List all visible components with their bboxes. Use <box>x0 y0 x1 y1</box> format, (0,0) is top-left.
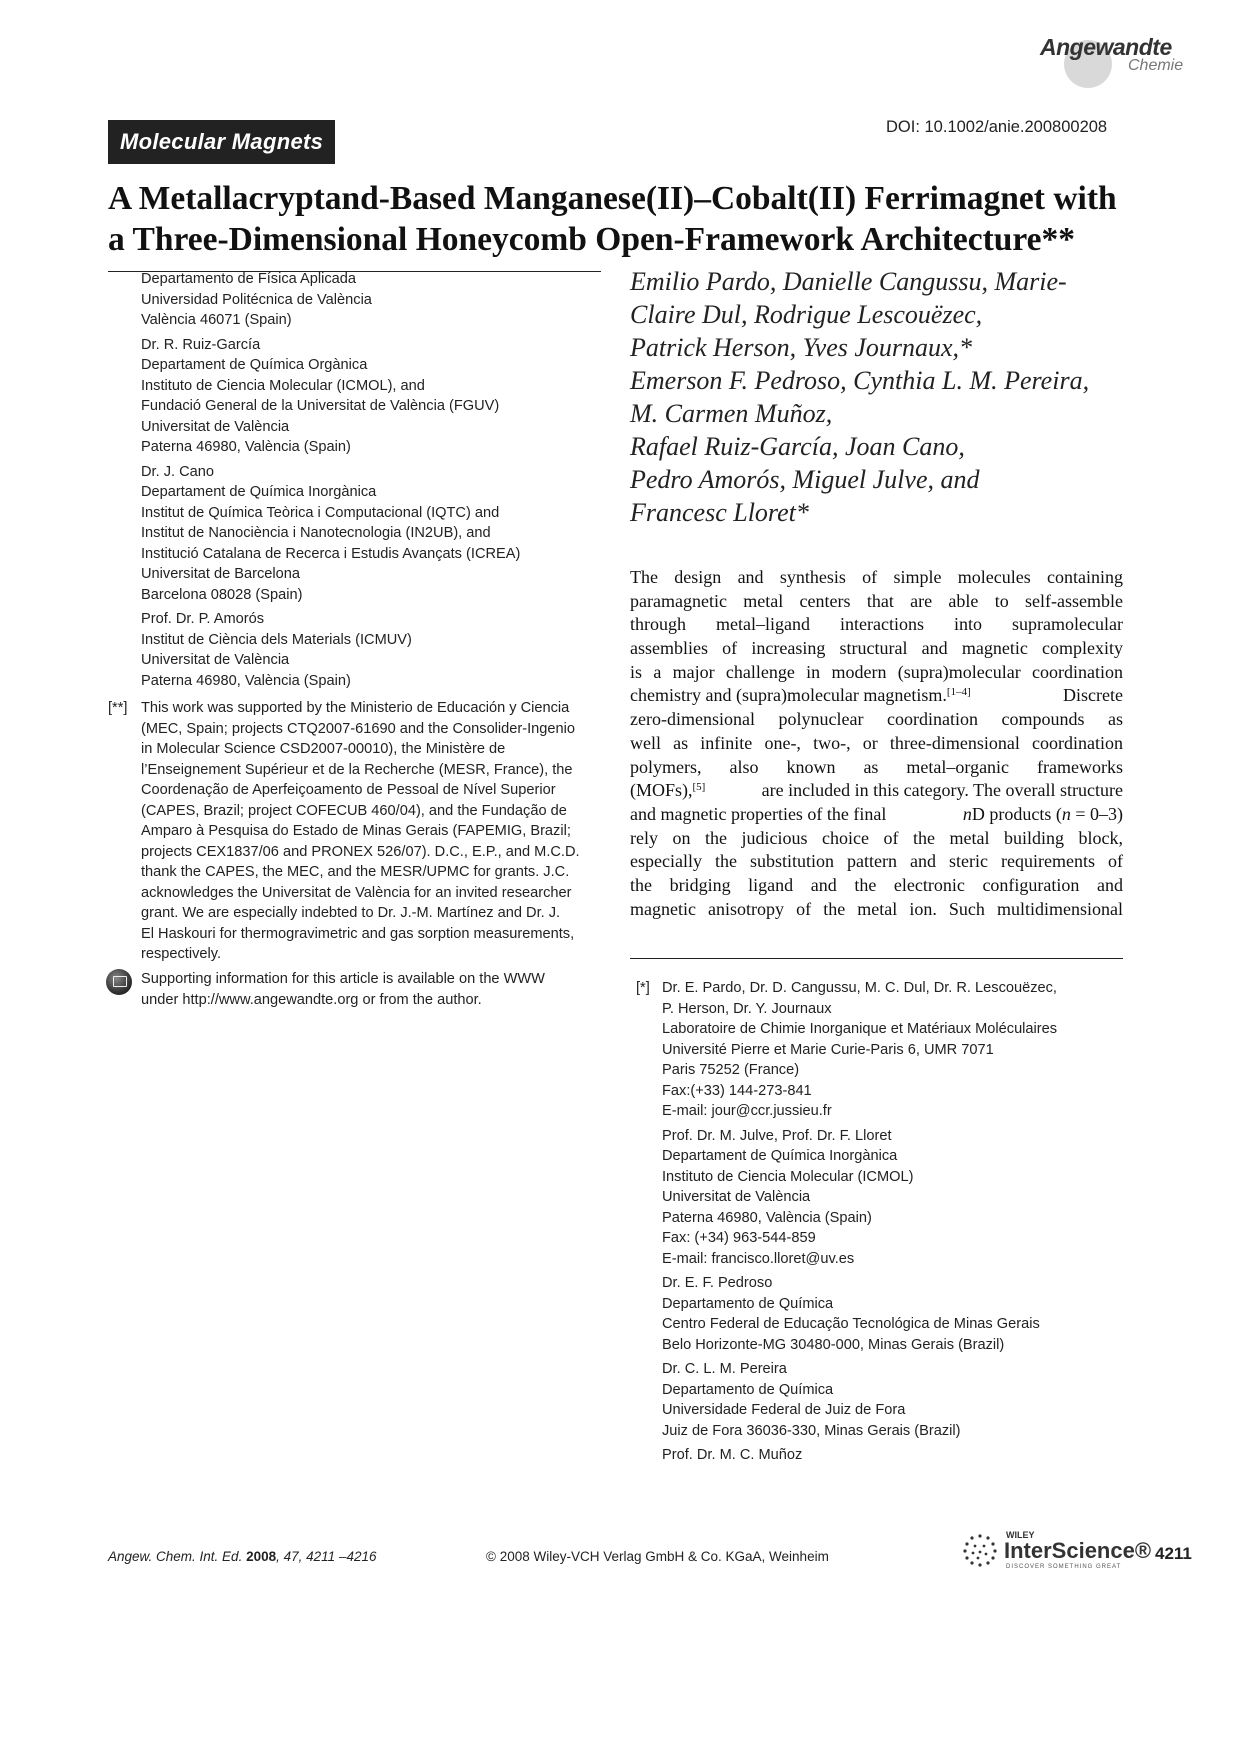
affiliations-right <box>662 978 1132 1470</box>
journal-logo-main: Angewandte <box>1040 34 1172 60</box>
funding-line: acknowledges the Universitat de València for an invited researcher <box>141 884 572 901</box>
author-line: Patrick Herson, Yves Journaux,* <box>630 333 973 362</box>
funding-line: projects CEX1837/06 and PRONEX 526/07). D.C., E.P., and M.C.D. <box>141 843 580 860</box>
footer-copyright: © 2008 Wiley-VCH Verlag GmbH & Co. KGaA, Weinheim <box>486 1549 829 1564</box>
affiliation-line: Barcelona 08028 (Spain) <box>141 586 303 603</box>
supporting-info <box>141 969 545 1010</box>
affiliation-block <box>141 609 611 691</box>
body-text-span: are included in this category. The overall structure <box>761 780 1123 801</box>
affiliation-line: Universitat de València <box>141 652 290 668</box>
supporting-info-icon <box>106 969 132 995</box>
affiliation-block <box>662 1445 1132 1466</box>
publisher-small: WILEY <box>1006 1530 1035 1540</box>
affiliation-line: Dr. R. Ruiz-García <box>141 336 261 353</box>
citation-journal: Angew. Chem. Int. Ed. <box>108 1549 243 1564</box>
funding-line: Coordenação de Aperfeiçoamento de Pessoal de Nível Superior <box>141 782 556 798</box>
body-line: magnetic anisotropy of the metal ion. Such multidimensional <box>630 898 1123 919</box>
funding-line: thank the CAPES, the MEC, and the MESR/UPMC for grants. J.C. <box>141 864 570 880</box>
affiliation-block <box>141 269 611 331</box>
citation-year: 2008 <box>246 1549 277 1564</box>
publisher-brand: InterScience® <box>1004 1538 1152 1563</box>
funding-line: in Molecular Science CSD2007-00010), the Ministère de <box>141 741 506 757</box>
math-variable: n <box>962 803 972 824</box>
body-line <box>630 779 1123 803</box>
affiliation-line: Fundació General de la Universitat de València (FGUV) <box>141 398 500 414</box>
author-line: Emilio Pardo, Danielle Cangussu, Marie- <box>630 267 1067 296</box>
body-line <box>630 803 1123 827</box>
supporting-info-line[interactable]: under http://www.angewandte.org or from the author. <box>141 991 482 1008</box>
affiliation-line: Juiz de Fora 36036-330, Minas Gerais (Brazil) <box>662 1422 961 1439</box>
affiliation-line: Departamento de Química <box>662 1381 834 1398</box>
affiliation-line: Universidade Federal de Juiz de Fora <box>662 1402 906 1418</box>
affiliation-line: Paterna 46980, València (Spain) <box>141 439 351 455</box>
affiliation-block <box>662 1273 1132 1355</box>
article-title <box>108 178 1128 260</box>
affiliation-line: Instituto de Ciencia Molecular (ICMOL) <box>662 1168 914 1185</box>
body-line: rely on the judicious choice of the metal building block, <box>630 827 1123 848</box>
body-paragraph <box>630 566 1123 921</box>
affiliation-block <box>141 335 611 458</box>
affiliation-line: Prof. Dr. M. Julve, Prof. Dr. F. Lloret <box>662 1127 892 1144</box>
body-line: the bridging ligand and the electronic configuration and <box>630 874 1123 895</box>
affiliation-line: Belo Horizonte-MG 30480-000, Minas Gerais (Brazil) <box>662 1336 1005 1353</box>
affiliation-line: Institut de Nanociència i Nanotecnologia (IN2UB), and <box>141 525 491 541</box>
body-text-span: Discrete <box>1063 685 1123 706</box>
affiliation-line: Departament de Química Inorgànica <box>141 484 377 500</box>
author-line: Rafael Ruiz-García, Joan Cano, <box>630 432 965 461</box>
affiliation-line: Universidad Politécnica de València <box>141 291 372 308</box>
affiliation-block <box>662 1359 1132 1441</box>
funding-note <box>141 698 607 965</box>
section-tag: Molecular Magnets <box>108 120 335 164</box>
body-line: especially the substitution pattern and steric requirements of <box>630 851 1123 872</box>
body-text-span: and magnetic properties of the final <box>630 803 887 824</box>
author-list <box>630 265 1130 529</box>
funding-line: El Haskouri for thermogravimetric and gas sorption measurements, <box>141 925 575 942</box>
body-line: assemblies of increasing structural and magnetic complexity <box>630 638 1123 659</box>
affiliation-line: Dr. E. F. Pedroso <box>662 1275 773 1291</box>
affiliation-line: Universitat de València <box>141 418 290 435</box>
affiliation-line: Dr. C. L. M. Pereira <box>662 1361 787 1377</box>
title-line: a Three-Dimensional Honeycomb Open-Framework Architecture** <box>108 221 1076 258</box>
affiliation-block <box>141 462 611 606</box>
body-line <box>630 684 1123 708</box>
affiliation-block <box>662 978 1132 1122</box>
affiliation-line: Paris 75252 (France) <box>662 1062 800 1078</box>
affiliation-line: Prof. Dr. M. C. Muñoz <box>662 1447 803 1463</box>
affiliation-line: Departament de Química Inorgànica <box>662 1148 898 1164</box>
funding-line: This work was supported by the Ministerio de Educación y Ciencia <box>141 700 570 716</box>
affiliation-line: Instituto de Ciencia Molecular (ICMOL), and <box>141 377 425 394</box>
author-line: Pedro Amorós, Miguel Julve, and <box>630 465 980 494</box>
author-line: M. Carmen Muñoz, <box>630 399 833 428</box>
body-text-span: chemistry and (supra)molecular magnetism. <box>630 685 947 706</box>
body-text-span: (MOFs), <box>630 780 693 801</box>
funding-line: grant. We are especially indebted to Dr. J.-M. Martínez and Dr. J. <box>141 905 561 921</box>
affiliation-line: Universitat de Barcelona <box>141 566 300 582</box>
affiliation-line: Institut de Ciència dels Materials (ICMUV) <box>141 631 412 648</box>
affiliation-line: Dr. J. Cano <box>141 463 214 480</box>
affiliation-line: P. Herson, Dr. Y. Journaux <box>662 1000 832 1017</box>
body-line: through metal–ligand interactions into supramolecular <box>630 614 1123 635</box>
affiliations-left <box>141 269 611 695</box>
funding-line: (MEC, Spain; projects CTQ2007-61690 and the Consolider-Ingenio <box>141 720 576 737</box>
affiliation-line: Prof. Dr. P. Amorós <box>141 611 265 627</box>
affiliation-line: Fax:(+33) 144-273-841 <box>662 1082 812 1099</box>
title-line: A Metallacryptand-Based Manganese(II)–Cobalt(II) Ferrimagnet with <box>108 180 1117 217</box>
body-line: is a major challenge in modern (supra)molecular coordination <box>630 661 1123 682</box>
email-link[interactable]: E-mail: jour@ccr.jussieu.fr <box>662 1103 832 1119</box>
affiliation-line: Laboratoire de Chimie Inorganique et Matériaux Moléculaires <box>662 1021 1058 1037</box>
interscience-logo <box>958 1530 1152 1575</box>
body-line: The design and synthesis of simple molecules containing <box>630 567 1123 587</box>
affiliation-block <box>662 1126 1132 1270</box>
journal-logo-sub: Chemie <box>1128 57 1184 74</box>
affiliation-line: Departamento de Química <box>662 1295 834 1312</box>
funding-line: respectively. <box>141 946 222 962</box>
affiliation-line: Institució Catalana de Recerca i Estudis Avançats (ICREA) <box>141 545 521 562</box>
right-column-rule <box>630 958 1123 959</box>
affiliation-line: València 46071 (Spain) <box>141 312 292 328</box>
doi[interactable]: DOI: 10.1002/anie.200800208 <box>886 118 1108 136</box>
math-variable: n <box>1061 803 1071 824</box>
funding-line: (CAPES, Brazil; project COFECUB 460/04), and the Fundação de <box>141 802 567 819</box>
citation-rest: , 47, 4211 –4216 <box>276 1549 377 1564</box>
author-line: Claire Dul, Rodrigue Lescouëzec, <box>630 300 983 329</box>
affiliation-marker: [*] <box>636 980 650 996</box>
affiliation-line: Fax: (+34) 963-544-859 <box>662 1230 816 1246</box>
funding-marker: [**] <box>108 700 128 716</box>
author-line: Emerson F. Pedroso, Cynthia L. M. Pereira, <box>630 366 1090 395</box>
email-link[interactable]: E-mail: francisco.lloret@uv.es <box>662 1250 855 1267</box>
affiliation-line: Institut de Química Teòrica i Computacional (IQTC) and <box>141 504 500 521</box>
body-text-span: = 0–3) <box>1070 803 1123 824</box>
body-line: well as infinite one-, two-, or three-dimensional coordination <box>630 732 1123 753</box>
body-text-span: D products ( <box>971 803 1062 824</box>
footer-citation <box>108 1549 376 1564</box>
supporting-info-line: Supporting information for this article is available on the WWW <box>141 971 545 987</box>
affiliation-line: Université Pierre et Marie Curie-Paris 6, UMR 7071 <box>662 1041 994 1058</box>
affiliation-line: Paterna 46980, València (Spain) <box>662 1209 872 1226</box>
interscience-globe-icon <box>958 1530 1002 1570</box>
body-line: zero-dimensional polynuclear coordination compounds as <box>630 709 1123 730</box>
reference-citation[interactable]: [5] <box>692 781 706 794</box>
reference-citation[interactable]: [1–4] <box>946 686 971 699</box>
body-line: paramagnetic metal centers that are able to self-assemble <box>630 590 1123 611</box>
affiliation-line: Paterna 46980, València (Spain) <box>141 672 351 689</box>
page-number: 4211 <box>1155 1544 1192 1563</box>
body-line: polymers, also known as metal–organic frameworks <box>630 756 1123 777</box>
affiliation-line: Departament de Química Orgànica <box>141 357 368 373</box>
affiliation-line: Centro Federal de Educação Tecnológica de Minas Gerais <box>662 1316 1040 1332</box>
funding-line: Amparo à Pesquisa do Estado de Minas Gerais (FAPEMIG, Brazil; <box>141 823 571 839</box>
funding-line: l’Enseignement Supérieur et de la Recherche (MESR, France), the <box>141 761 573 778</box>
affiliation-line: Dr. E. Pardo, Dr. D. Cangussu, M. C. Dul, Dr. R. Lescouëzec, <box>662 980 1057 996</box>
author-line: Francesc Lloret* <box>630 498 809 527</box>
affiliation-line: Departamento de Física Aplicada <box>141 271 356 287</box>
publisher-tagline: DISCOVER SOMETHING GREAT <box>1006 1564 1122 1570</box>
affiliation-line: Universitat de València <box>662 1189 811 1205</box>
